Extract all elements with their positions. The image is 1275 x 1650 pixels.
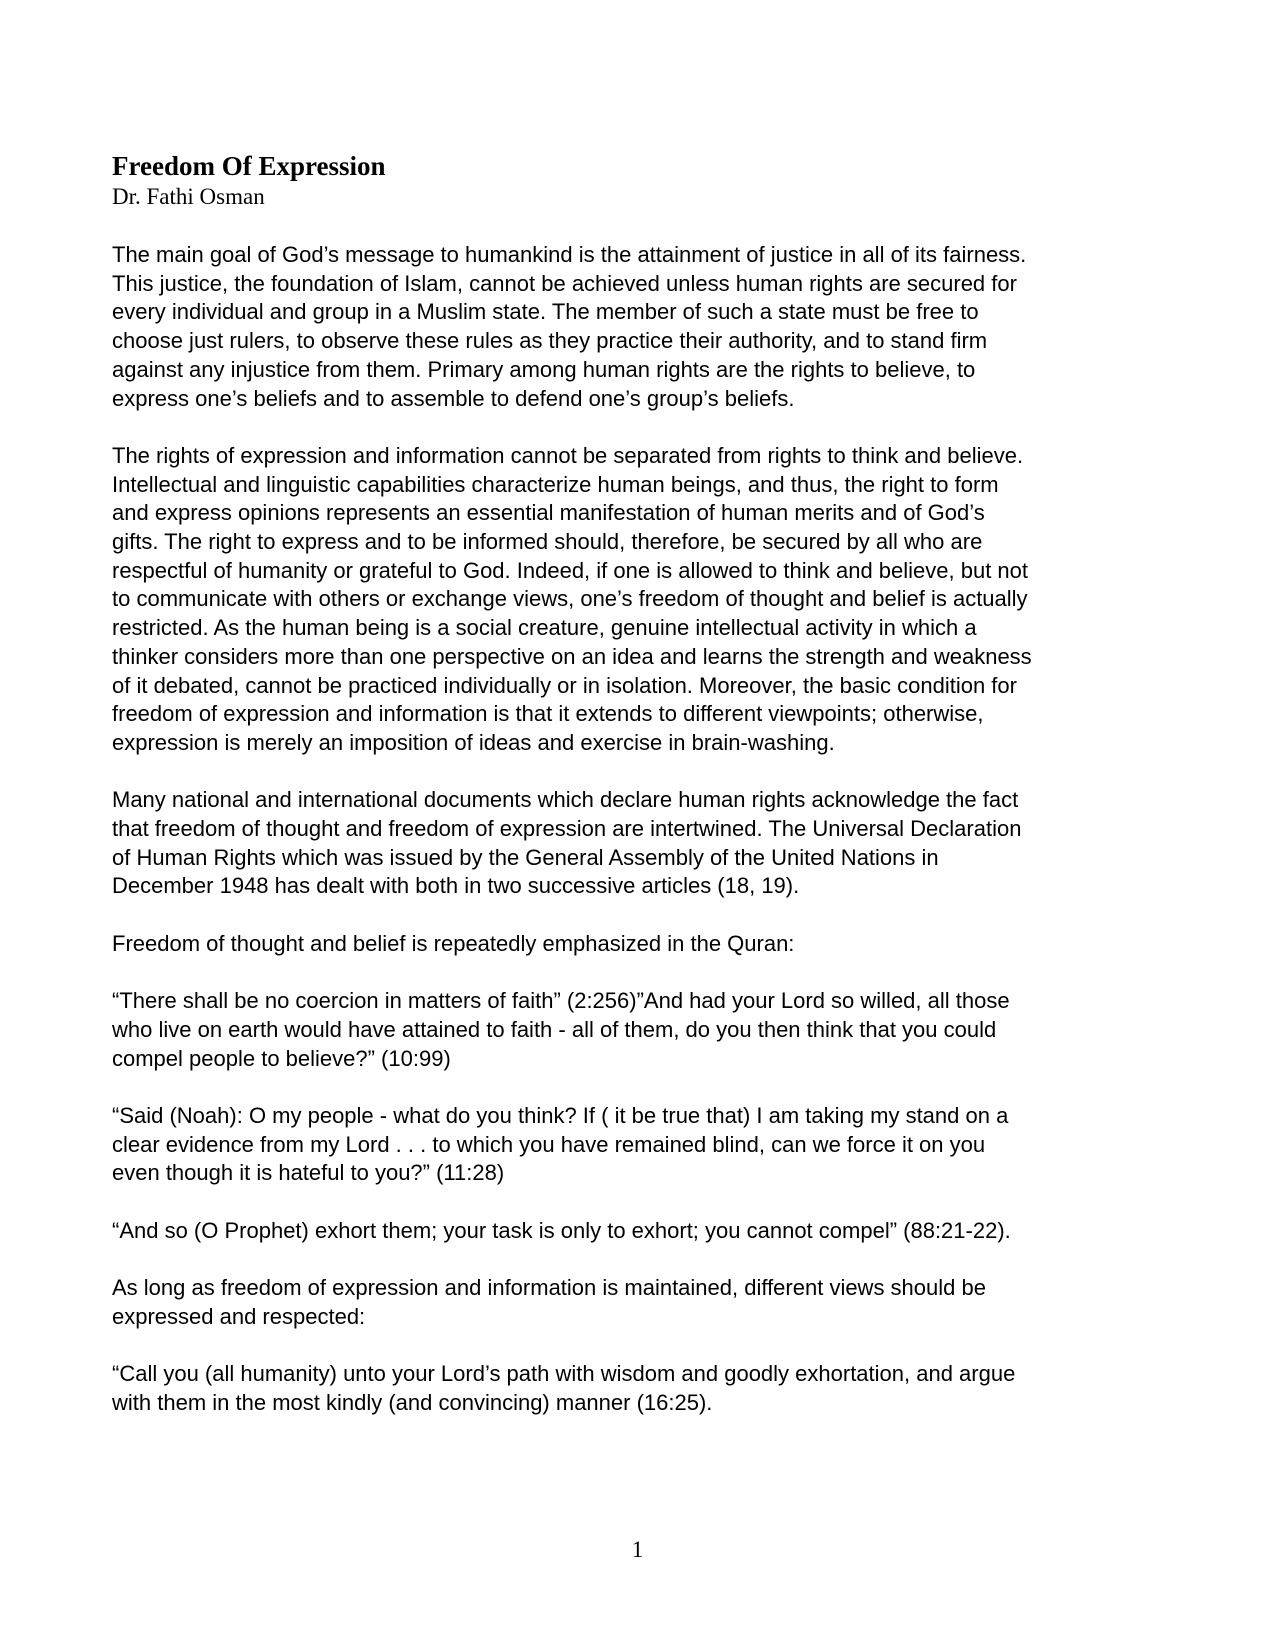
- paragraph: As long as freedom of expression and information is maintained, different views should be expressed and respected:: [112, 1275, 986, 1329]
- document-body: [112, 241, 1172, 1446]
- author-name: Dr. Fathi Osman: [112, 184, 265, 209]
- paragraph: Many national and international documents which declare human rights acknowledge the fact that freedom of thought and freedom of expression are intertwined. The Universal Declaration of Human Rights which was issued by the General Assembly of the United Nations in December 1948 has dealt with both in two successive articles (18, 19).: [112, 787, 1022, 899]
- paragraph: The rights of expression and information cannot be separated from rights to think and believe. Intellectual and linguistic capabilities characterize human beings, and thus, the right to form and express opinions represents an essential manifestation of human merits and of God’s gifts. The right to express and to be informed should, therefore, be secured by all who are respectful of humanity or grateful to God. Indeed, if one is allowed to think and believe, but not to communicate with others or exchange views, one’s freedom of thought and belief is actually restricted. As the human being is a social creature, genuine intellectual activity in which a thinker considers more than one perspective on an idea and learns the strength and weakness of it debated, cannot be practiced individually or in isolation. Moreover, the basic condition for freedom of expression and information is that it extends to different viewpoints; otherwise, expression is merely an imposition of ideas and exercise in brain-washing.: [112, 442, 1032, 755]
- quote-paragraph: “Said (Noah): O my people - what do you think? If ( it be true that) I am taking my stand on a clear evidence from my Lord . . . to which you have remained blind, can we force it on you even though it is hateful to you?” (11:28): [112, 1103, 1009, 1186]
- page-number: 1: [631, 1537, 644, 1562]
- paragraph: Freedom of thought and belief is repeatedly emphasized in the Quran:: [112, 930, 795, 956]
- paragraph: The main goal of God’s message to humankind is the attainment of justice in all of its fairness. This justice, the foundation of Islam, cannot be achieved unless human rights are secured for every individual and group in a Muslim state. The member of such a state must be free to choose just rulers, to observe these rules as they practice their authority, and to stand firm against any injustice from them. Primary among human rights are the rights to believe, to express one’s beliefs and to assemble to defend one’s group’s beliefs.: [112, 242, 1027, 411]
- quote-paragraph: “Call you (all humanity) unto your Lord’s path with wisdom and goodly exhortation, and argue with them in the most kindly (and convincing) manner (16:25).: [112, 1361, 1016, 1415]
- quote-paragraph: “There shall be no coercion in matters of faith” (2:256)”And had your Lord so willed, all those who live on earth would have attained to faith - all of them, do you then think that you could compel people to believe?” (10:99): [112, 988, 1010, 1071]
- document-title: Freedom Of Expression: [112, 151, 386, 181]
- quote-paragraph: “And so (O Prophet) exhort them; your task is only to exhort; you cannot compel” (88:21-22).: [112, 1217, 1011, 1243]
